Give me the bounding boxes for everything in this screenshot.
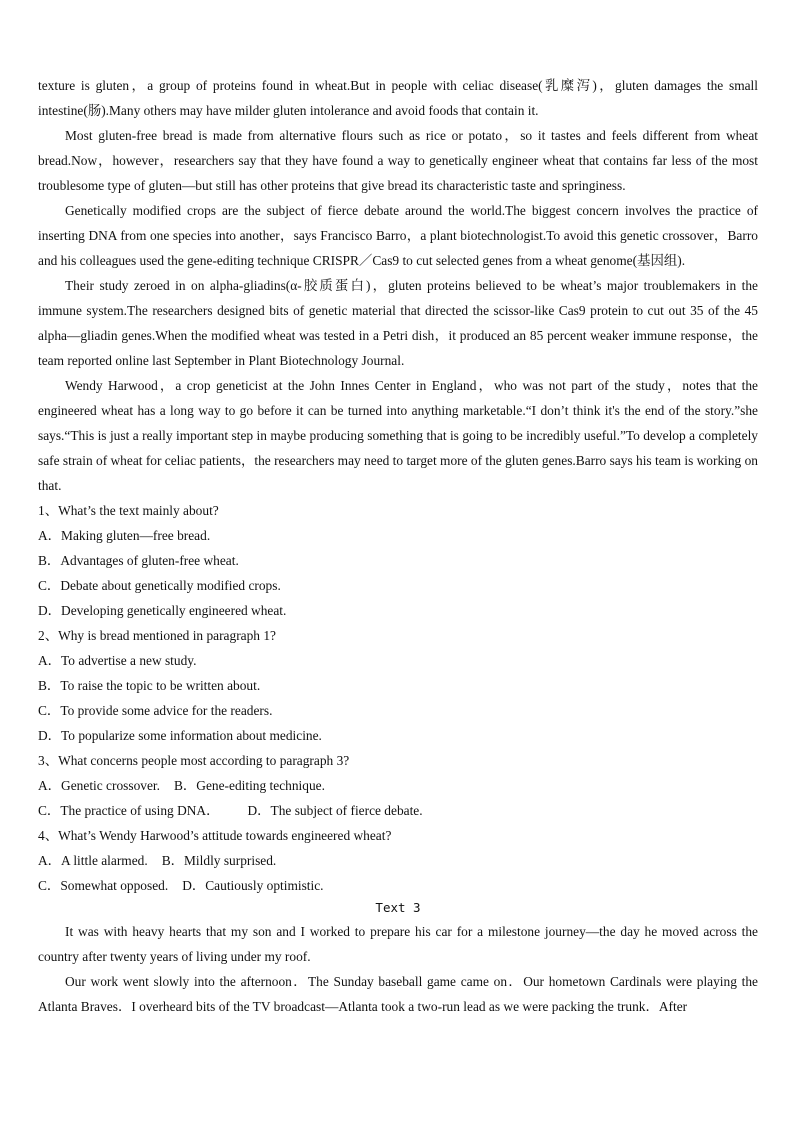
document-page [38,73,758,1019]
question-3-options-cd [38,798,758,823]
question-4-options-cd [38,873,758,898]
passage-paragraph: Wendy Harwood，a crop geneticist at the John Innes Center in England，who was not part of the study，notes that the engineered wheat has a long way to go before it can be turned into anything marketable.“I don’t think it's the end of the story.”she says.“This is just a really important step in maybe producing something that is going to be incredibly useful.”To develop a completely safe strain of wheat for celiac patients，the researchers may need to target more of the gluten genes.Barro says his team is working on that. [38,378,758,493]
question-2-option-b: B．To raise the topic to be written about. [38,678,261,693]
question-1-stem: 1、What’s the text mainly about? [38,503,219,518]
question-4-option-b: B．Mildly surprised. [161,853,277,868]
question-4-option-a: A．A little alarmed. [38,853,148,868]
question-1-option-c: C．Debate about genetically modified crops. [38,578,281,593]
section-heading: Text 3 [375,900,421,915]
question-1-option-b: B．Advantages of gluten-free wheat. [38,553,239,568]
passage-paragraph: Our work went slowly into the afternoon．The Sunday baseball game came on．Our hometown Cardinals were playing the Atlanta Braves．I overheard bits of the TV broadcast—Atlanta took a two-run lead as we were packing the trunk．After [38,974,758,1014]
passage-paragraph: Their study zeroed in on alpha-gliadins(α-胶质蛋白)，gluten proteins believed to be wheat’s major troublemakers in the immune system.The researchers designed bits of genetic material that directed the scissor-like Cas9 protein to cut out 35 of the 45 alpha—gliadin genes.When the modified wheat was tested in a Petri dish，it produced an 85 percent weaker immune response，the team reported online last September in Plant Biotechnology Journal. [38,278,758,368]
question-list [38,498,758,898]
question-4-options-ab [38,848,758,873]
passage-paragraph-continued: texture is gluten，a group of proteins found in wheat.But in people with celiac disease(乳糜泻)，gluten damages the small intestine(肠).Many others may have milder gluten intolerance and avoid foods that contain it. [38,78,758,118]
question-2-stem: 2、Why is bread mentioned in paragraph 1? [38,628,276,643]
question-2-option-c: C．To provide some advice for the readers. [38,703,273,718]
question-3-option-d: D．The subject of fierce debate. [247,803,423,818]
question-3-option-a: A．Genetic crossover. [38,778,160,793]
reading-passage [38,73,758,498]
text-3-passage [38,897,758,1019]
question-4-stem: 4、What’s Wendy Harwood’s attitude towards engineered wheat? [38,828,392,843]
question-3-stem: 3、What concerns people most according to paragraph 3? [38,753,350,768]
question-2-option-a: A．To advertise a new study. [38,653,197,668]
passage-paragraph: It was with heavy hearts that my son and I worked to prepare his car for a milestone journey—the day he moved across the country after twenty years of living under my roof. [38,924,758,964]
question-1-option-a: A．Making gluten—free bread. [38,528,211,543]
question-4-option-c: C．Somewhat opposed. [38,878,169,893]
question-4-option-d: D．Cautiously optimistic. [182,878,324,893]
passage-paragraph: Most gluten-free bread is made from alternative flours such as rice or potato，so it tastes and feels different from wheat bread.Now，however，researchers say that they have found a way to genetically engineer wheat that contains far less of the most troublesome type of gluten—but still has other proteins that give bread its characteristic taste and springiness. [38,128,758,193]
question-3-option-c: C．The practice of using DNA． [38,803,220,818]
passage-paragraph: Genetically modified crops are the subject of fierce debate around the world.The biggest concern involves the practice of inserting DNA from one species into another，says Francisco Barro，a plant biotechnologist.To avoid this genetic crossover，Barro and his colleagues used the gene-editing technique CRISPR／Cas9 to cut selected genes from a wheat genome(基因组). [38,203,758,268]
question-2-option-d: D．To popularize some information about medicine. [38,728,322,743]
question-3-option-b: B．Gene-editing technique. [173,778,325,793]
question-1-option-d: D．Developing genetically engineered wheat. [38,603,287,618]
question-3-options-ab [38,773,758,798]
